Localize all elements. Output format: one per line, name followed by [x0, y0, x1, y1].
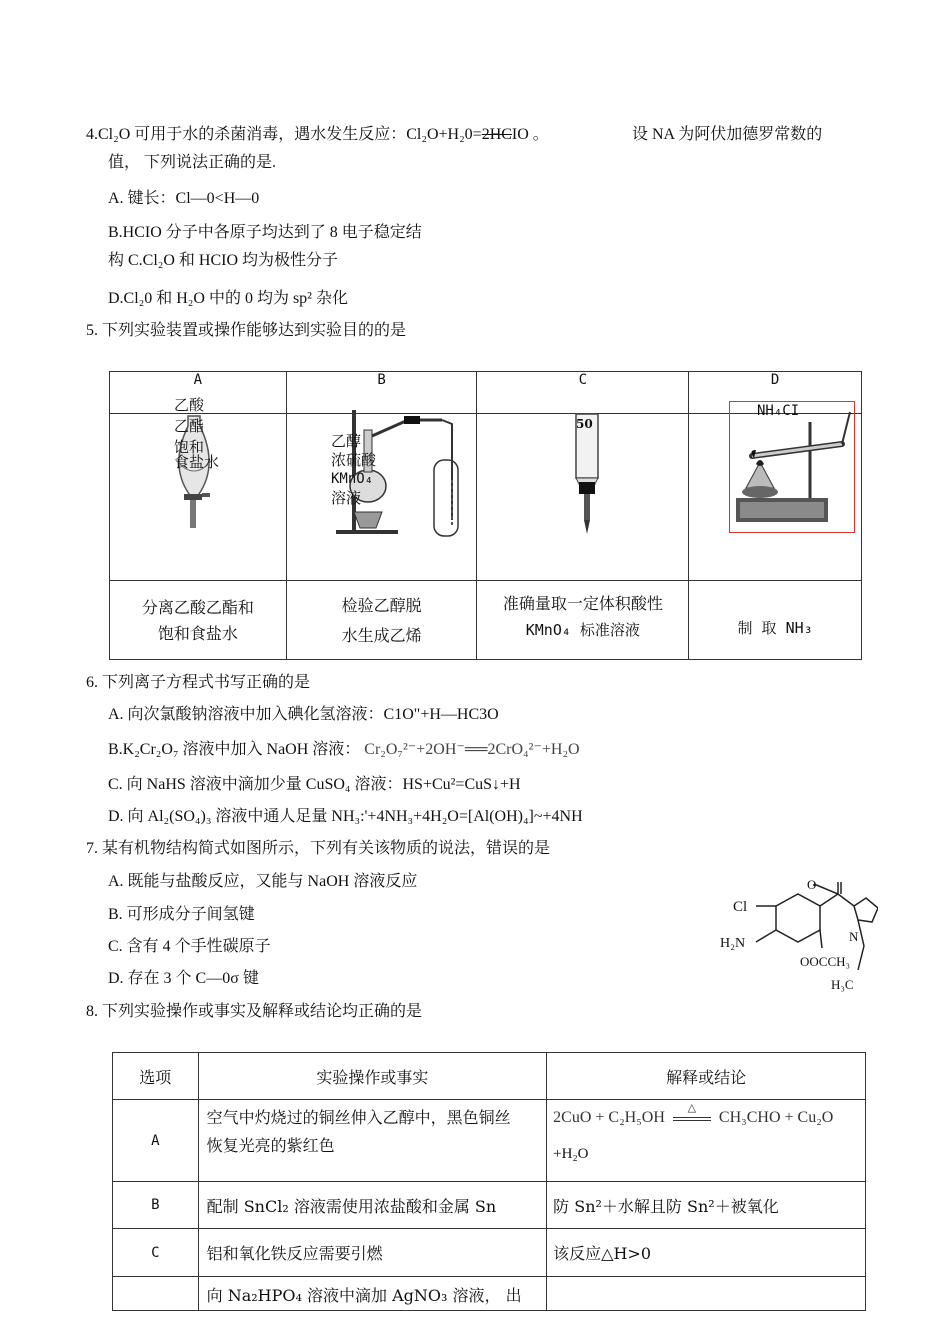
q8-row-c — [113, 1229, 866, 1277]
q7-option-b: B. 可形成分子间氢键 — [108, 906, 255, 923]
struct-n: N — [849, 929, 859, 944]
q8-table — [112, 1052, 866, 1311]
q4-line1-b: 设 NA 为阿伏加德罗常数的 — [632, 126, 823, 143]
q5-label-a-3: 饱和 — [174, 438, 205, 456]
q8-row-a-option: A — [113, 1100, 199, 1182]
q6-option-b-equation: Cr₂O₇²⁻+2OH⁻══2CrO₄²⁻+H₂O — [364, 741, 580, 758]
struct-h2n: H₂N — [720, 936, 746, 951]
q5-caption-c1: 准确量取一定体积酸性 — [502, 593, 663, 613]
q5-caption-d: 制 取 NH₃ — [689, 580, 862, 659]
q8-row-b-option: B — [113, 1182, 199, 1229]
q6-stem: 6. 下列离子方程式书写正确的是 — [86, 674, 311, 691]
struct-o: O — [807, 877, 817, 892]
q8-stem: 8. 下列实验操作或事实及解释或结论均正确的是 — [86, 1003, 423, 1020]
q5-label-b-2: 浓硫酸 — [331, 451, 377, 469]
q8-row-a-equation — [553, 1102, 865, 1130]
q8-row-d-fact: 向 Na₂HPO₄ 溶液中滴加 AgNO₃ 溶液， 出 — [198, 1277, 547, 1311]
q5-header-d: D — [689, 372, 862, 414]
q8-row-a-eq-rhs: CH₃CHO + Cu₂O — [718, 1109, 834, 1126]
q6-option-c: C. 向 NaHS 溶液中滴加少量 CuSO₄ 溶液：HS+Cu²=CuS↓+H — [108, 776, 521, 793]
q5-caption-b1: 检验乙醇脱 — [341, 595, 422, 615]
q8-row-c-conclusion: 该反应△H>0 — [547, 1229, 866, 1277]
q5-caption-a — [110, 580, 287, 659]
q4-option-b1: B.HCIO 分子中各原子均达到了 8 电子稳定结 — [108, 224, 422, 241]
q8-row-b-fact: 配制 SnCl₂ 溶液需使用浓盐酸和金属 Sn — [198, 1182, 547, 1229]
q6-option-d: D. 向 Al₂(SO₄)₃ 溶液中通人足量 NH₃:'+4NH₃+4H₂O=[Al(OH)₄]~+4NH — [108, 808, 583, 825]
q5-header-a: A — [110, 372, 287, 414]
q8-row-a-fact1: 空气中灼烧过的铜丝伸入乙醇中，黑色铜丝 — [206, 1108, 511, 1127]
q8-row-a — [113, 1100, 866, 1182]
q5-header-c: C — [477, 372, 689, 414]
q8-row-b — [113, 1182, 866, 1229]
q5-caption-b2: 水生成乙烯 — [341, 625, 422, 645]
q4-line1 — [86, 124, 549, 146]
q8-row-b-conclusion: 防 Sn²＋水解且防 Sn²＋被氧化 — [547, 1182, 866, 1229]
q4-line1-strike: 2HC — [481, 126, 512, 143]
q8-row-d-conclusion — [547, 1277, 866, 1311]
q4-option-a: A. 键长：Cl—0<H—0 — [108, 190, 260, 207]
q5-caption-a1: 分离乙酸乙酯和 — [141, 597, 254, 617]
q4-line1-text: 4.Cl₂O 可用于水的杀菌消毒，遇水发生反应：Cl₂O+H₂0= — [86, 126, 482, 143]
q5-caption-b — [286, 580, 477, 659]
struct-cl: Cl — [733, 899, 748, 915]
q8-row-d — [113, 1277, 866, 1311]
q8-header-option: 选项 — [113, 1053, 199, 1100]
q5-label-c: 50 — [576, 417, 593, 431]
q5-caption-c — [477, 580, 689, 659]
q5-caption-c2: KMnO₄ 标准溶液 — [525, 620, 640, 639]
q8-row-d-option — [113, 1277, 199, 1311]
q5-caption-a2: 饱和食盐水 — [157, 623, 238, 643]
q5-header-b: B — [286, 372, 477, 414]
q5-label-a-1: 乙酸 — [174, 396, 205, 414]
q5-stem: 5. 下列实验装置或操作能够达到实验目的的是 — [86, 322, 407, 339]
q6-option-a: A. 向次氯酸钠溶液中加入碘化氢溶液：C1O"+H—HC3O — [108, 706, 499, 723]
q8-header-fact: 实验操作或事实 — [198, 1053, 547, 1100]
q5-label-a-2: 乙酯 — [174, 417, 205, 435]
q7-option-a: A. 既能与盐酸反应，又能与 NaOH 溶液反应 — [108, 873, 418, 890]
q5-label-d: NH₄CI — [757, 403, 800, 419]
q8-row-c-option: C — [113, 1229, 199, 1277]
q7-option-c: C. 含有 4 个手性碳原子 — [108, 938, 271, 955]
q4-line2: 值， 下列说法正确的是. — [108, 154, 277, 171]
q6-option-b-text: B.K₂Cr₂O₇ 溶液中加入 NaOH 溶液： — [108, 741, 361, 758]
q8-row-a-eq-lhs: 2CuO + C₂H₅OH — [553, 1109, 665, 1126]
q5-label-a-4: 食盐水 — [174, 453, 220, 471]
q8-row-a-eq-cond: △ — [687, 1102, 697, 1114]
q8-row-a-fact — [198, 1100, 547, 1182]
q8-row-a-conclusion — [547, 1100, 866, 1182]
q5-label-b-3: KMnO₄ — [331, 471, 374, 487]
struct-h3c: H₃C — [831, 977, 854, 992]
q8-header-conclusion: 解释或结论 — [547, 1053, 866, 1100]
q7-option-d: D. 存在 3 个 C—0σ 键 — [108, 970, 259, 987]
q4-option-b2: 构 C.Cl₂O 和 HCIO 均为极性分子 — [108, 252, 339, 269]
q4-line1-tail: IO 。 — [511, 126, 549, 143]
q5-label-b-4: 溶液 — [331, 489, 362, 507]
q6-option-b — [108, 739, 580, 761]
q8-row-a-fact2: 恢复光亮的紫红色 — [206, 1136, 335, 1155]
q8-row-a-eq-tail: +H₂O — [553, 1146, 589, 1162]
q5-label-b-1: 乙醇 — [331, 432, 362, 450]
struct-ester: OOCCH₃ — [800, 954, 851, 969]
q4-option-d: D.Cl₂0 和 H₂O 中的 0 均为 sp² 杂化 — [108, 290, 348, 307]
q7-stem: 7. 某有机物结构简式如图所示，下列有关该物质的说法，错误的是 — [86, 840, 551, 857]
q8-row-c-fact: 铝和氧化铁反应需要引燃 — [198, 1229, 547, 1277]
